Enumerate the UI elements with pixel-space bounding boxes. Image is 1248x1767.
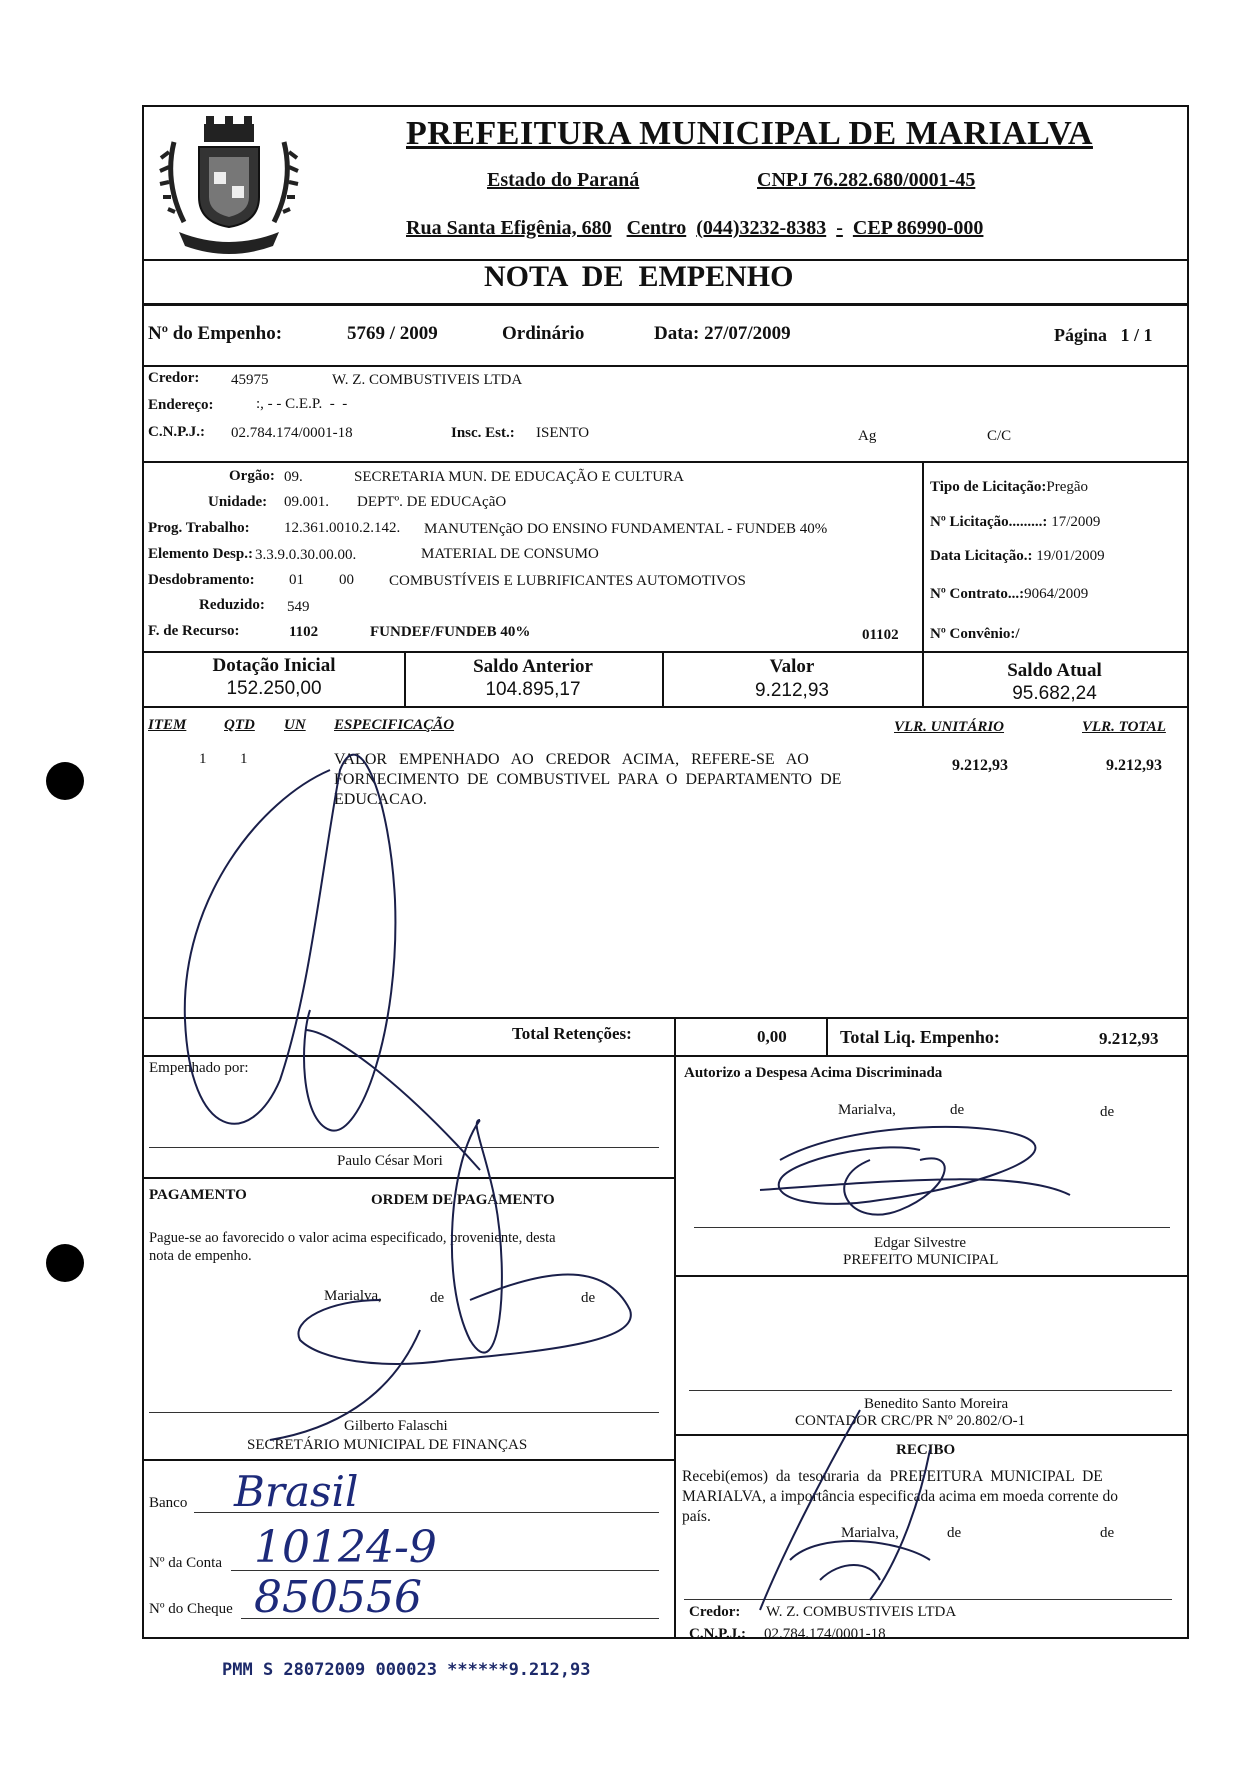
divider	[144, 365, 1187, 367]
insc-label: Insc. Est.:	[451, 425, 515, 441]
signature-line	[689, 1390, 1172, 1391]
pagamento-city: Marialva,	[324, 1288, 382, 1304]
divider	[144, 461, 1187, 463]
item-spec-line2: FORNECIMENTO DE COMBUSTIVEL PARA O DEPARTAMENTO DE	[334, 771, 842, 788]
cnpj-header: CNPJ 76.282.680/0001-45	[757, 169, 976, 191]
unidade-desc: DEPTº. DE EDUCAçãO	[357, 494, 507, 510]
contrato-label: Nº Contrato...:	[930, 586, 1025, 602]
tipo-licitacao-label: Tipo de Licitação:	[930, 479, 1047, 495]
signature-line	[149, 1147, 659, 1148]
item-unit-value: 9.212,93	[952, 757, 1008, 774]
divider	[144, 1177, 674, 1179]
cc-label: C/C	[987, 428, 1012, 444]
divider	[144, 1459, 674, 1461]
district: Centro	[626, 217, 687, 239]
recibo-text-line1: Recebi(emos) da tesouraria da PREFEITURA MUNICIPAL DE	[682, 1468, 1103, 1485]
divider	[144, 1017, 1187, 1019]
recurso-desc: FUNDEF/FUNDEB 40%	[370, 624, 531, 640]
num-licitacao-value: 17/2009	[1051, 514, 1101, 530]
saldo-atual-label: Saldo Atual	[1007, 660, 1102, 681]
reduzido-value: 549	[287, 599, 310, 615]
orgao-desc: SECRETARIA MUN. DE EDUCAÇÃO E CULTURA	[354, 469, 684, 485]
pague-se-text-line1: Pague-se ao favorecido o valor acima especificado, proveniente, desta	[149, 1230, 556, 1246]
pagamento-label: PAGAMENTO	[149, 1187, 247, 1203]
cnpj-value: 02.784.174/0001-18	[231, 425, 353, 441]
divider	[922, 461, 924, 651]
item-total-value: 9.212,93	[1106, 757, 1162, 774]
total-retencoes-label: Total Retenções:	[512, 1024, 632, 1043]
page-number: Página 1 / 1	[1054, 325, 1153, 345]
col-vlr-unitario: VLR. UNITÁRIO	[894, 719, 1005, 735]
empenhado-por-label: Empenhado por:	[149, 1060, 249, 1076]
pague-se-text-line2: nota de empenho.	[149, 1248, 252, 1264]
desdobramento-code2: 00	[339, 572, 354, 588]
autorizo-label: Autorizo a Despesa Acima Discriminada	[684, 1065, 943, 1081]
empenho-number: 5769 / 2009	[347, 323, 438, 344]
unidade-label: Unidade:	[208, 494, 268, 510]
divider	[674, 1017, 676, 1055]
divider	[826, 1017, 828, 1055]
divider	[144, 1055, 1187, 1057]
recibo-credor-value: W. Z. COMBUSTIVEIS LTDA	[766, 1604, 957, 1620]
credor-code: 45975	[231, 372, 269, 388]
recibo-text-line2: MARIALVA, a importância especificada acima em moeda corrente do	[682, 1488, 1118, 1505]
signature-line	[694, 1227, 1170, 1228]
empenho-type: Ordinário	[502, 323, 585, 344]
divider	[674, 1434, 1187, 1436]
dotacao-label: Dotação Inicial	[212, 655, 336, 676]
col-especificacao: ESPECIFICAÇÃO	[334, 717, 455, 733]
col-un: UN	[284, 717, 306, 733]
recibo-cnpj-value: 02.784.174/0001-18	[764, 1626, 886, 1642]
pagamento-de1: de	[430, 1290, 445, 1306]
contador-name: Benedito Santo Moreira	[864, 1396, 1009, 1412]
total-liq-value: 9.212,93	[1099, 1029, 1159, 1048]
desdobramento-code1: 01	[289, 572, 304, 588]
reduzido-label: Reduzido:	[199, 597, 265, 613]
col-qtd: QTD	[224, 717, 255, 733]
recibo-de1: de	[947, 1525, 962, 1541]
orgao-code: 09.	[284, 469, 303, 485]
municipal-coat-of-arms-icon	[154, 112, 304, 262]
item-spec-line3: EDUCACAO.	[334, 791, 427, 808]
prog-code: 12.361.0010.2.142.	[284, 520, 401, 536]
banco-value: Brasil	[234, 1467, 359, 1516]
saldo-anterior-label: Saldo Anterior	[473, 656, 593, 677]
valor-value: 9.212,93	[755, 680, 829, 701]
tipo-licitacao-value: Pregão	[1046, 479, 1089, 495]
conta-label: Nº da Conta	[149, 1555, 222, 1571]
tipo-licitacao	[930, 479, 1088, 496]
recurso-code: 1102	[289, 624, 319, 640]
contrato	[930, 586, 1088, 603]
recibo-text-line3: país.	[682, 1508, 711, 1525]
recurso-num: 01102	[862, 627, 899, 643]
address: Rua Santa Efigênia, 680	[406, 217, 612, 239]
total-retencoes-value: 0,00	[757, 1027, 787, 1046]
contador-title: CONTADOR CRC/PR Nº 20.802/O-1	[795, 1413, 1026, 1429]
cheque-value: 850556	[254, 1572, 422, 1623]
pagamento-de2: de	[581, 1290, 596, 1306]
item-number: 1	[199, 751, 207, 767]
punch-hole	[46, 762, 84, 800]
divider	[674, 1275, 1187, 1277]
empenho-date: Data: 27/07/2009	[654, 323, 791, 344]
divider	[674, 1055, 676, 1637]
saldo-anterior-value: 104.895,17	[485, 679, 581, 700]
cep: CEP 86990-000	[852, 217, 984, 239]
endereco-label: Endereço:	[148, 397, 214, 413]
orgao-label: Orgão:	[229, 468, 275, 484]
recibo-cnpj-label: C.N.P.J.:	[689, 1626, 746, 1642]
conta-value: 10124-9	[254, 1522, 437, 1573]
elemento-label: Elemento Desp.:	[148, 546, 253, 562]
banco-label: Banco	[149, 1495, 188, 1511]
nota-de-empenho-form	[142, 105, 1189, 1642]
num-licitacao	[930, 514, 1100, 531]
cheque-line	[241, 1618, 659, 1619]
elemento-desc: MATERIAL DE CONSUMO	[421, 546, 599, 562]
prefeitura-title: PREFEITURA MUNICIPAL DE MARIALVA	[406, 115, 1093, 152]
empenho-label: Nº do Empenho:	[148, 323, 283, 344]
col-vlr-total: VLR. TOTAL	[1082, 719, 1166, 735]
signature-line	[149, 1412, 659, 1413]
item-spec-line1: VALOR EMPENHADO AO CREDOR ACIMA, REFERE-SE AO	[334, 751, 809, 768]
state-name: Estado do Paraná	[487, 169, 640, 191]
endereco-value: :, - - C.E.P. - -	[256, 396, 348, 412]
data-licitacao	[930, 548, 1105, 565]
autorizo-city: Marialva,	[838, 1102, 896, 1118]
item-qtd: 1	[240, 751, 248, 767]
recibo-credor-label: Credor:	[689, 1604, 741, 1620]
prog-desc: MANUTENçãO DO ENSINO FUNDAMENTAL - FUNDEB 40%	[424, 521, 828, 537]
recurso-label: F. de Recurso:	[148, 623, 240, 639]
phone: (044)3232-8383	[696, 217, 827, 239]
num-licitacao-label: Nº Licitação.........:	[930, 514, 1048, 530]
contrato-value: 9064/2009	[1024, 586, 1089, 602]
saldo-atual-value: 95.682,24	[1012, 683, 1097, 704]
secretario-title: SECRETÁRIO MUNICIPAL DE FINANÇAS	[247, 1437, 528, 1453]
empenhado-por-name: Paulo César Mori	[337, 1153, 443, 1169]
unidade-code: 09.001.	[284, 494, 329, 510]
total-liq-label: Total Liq. Empenho:	[840, 1027, 1000, 1047]
recibo-label: RECIBO	[896, 1442, 956, 1458]
credor-label: Credor:	[148, 370, 200, 386]
conta-line	[231, 1570, 659, 1571]
separator: -	[836, 217, 843, 239]
desdobramento-label: Desdobramento:	[148, 572, 255, 588]
divider	[144, 706, 1187, 708]
ordem-pagamento-label: ORDEM DE PAGAMENTO	[371, 1192, 555, 1208]
prog-label: Prog. Trabalho:	[148, 520, 250, 536]
data-licitacao-value: 19/01/2009	[1036, 548, 1105, 564]
credor-name: W. Z. COMBUSTIVEIS LTDA	[332, 372, 523, 388]
recibo-city: Marialva,	[841, 1525, 899, 1541]
desdobramento-desc: COMBUSTÍVEIS E LUBRIFICANTES AUTOMOTIVOS	[389, 573, 746, 589]
cnpj-label: C.N.P.J.:	[148, 424, 205, 440]
col-item: ITEM	[148, 717, 187, 733]
autorizo-de2: de	[1100, 1104, 1115, 1120]
signature-line	[684, 1599, 1172, 1600]
punch-hole	[46, 1244, 84, 1282]
dotacao-value: 152.250,00	[226, 678, 322, 699]
elemento-code: 3.3.9.0.30.00.00.	[255, 547, 357, 563]
divider	[144, 303, 1187, 306]
divider	[144, 651, 1187, 653]
prefeito-name: Edgar Silvestre	[874, 1235, 967, 1251]
document-title: NOTA DE EMPENHO	[484, 260, 794, 293]
address-line	[406, 217, 983, 240]
convenio: Nº Convênio:/	[930, 626, 1020, 642]
autorizo-de1: de	[950, 1102, 965, 1118]
secretario-name: Gilberto Falaschi	[344, 1418, 448, 1434]
machine-stamp: PMM S 28072009 000023 ******9.212,93	[222, 1660, 591, 1680]
insc-value: ISENTO	[536, 425, 590, 441]
banco-line	[194, 1512, 659, 1513]
cheque-label: Nº do Cheque	[149, 1601, 233, 1617]
valor-label: Valor	[769, 656, 815, 677]
data-licitacao-label: Data Licitação.:	[930, 548, 1033, 564]
prefeito-title: PREFEITO MUNICIPAL	[843, 1252, 999, 1268]
ag-label: Ag	[858, 428, 877, 444]
recibo-de2: de	[1100, 1525, 1115, 1541]
